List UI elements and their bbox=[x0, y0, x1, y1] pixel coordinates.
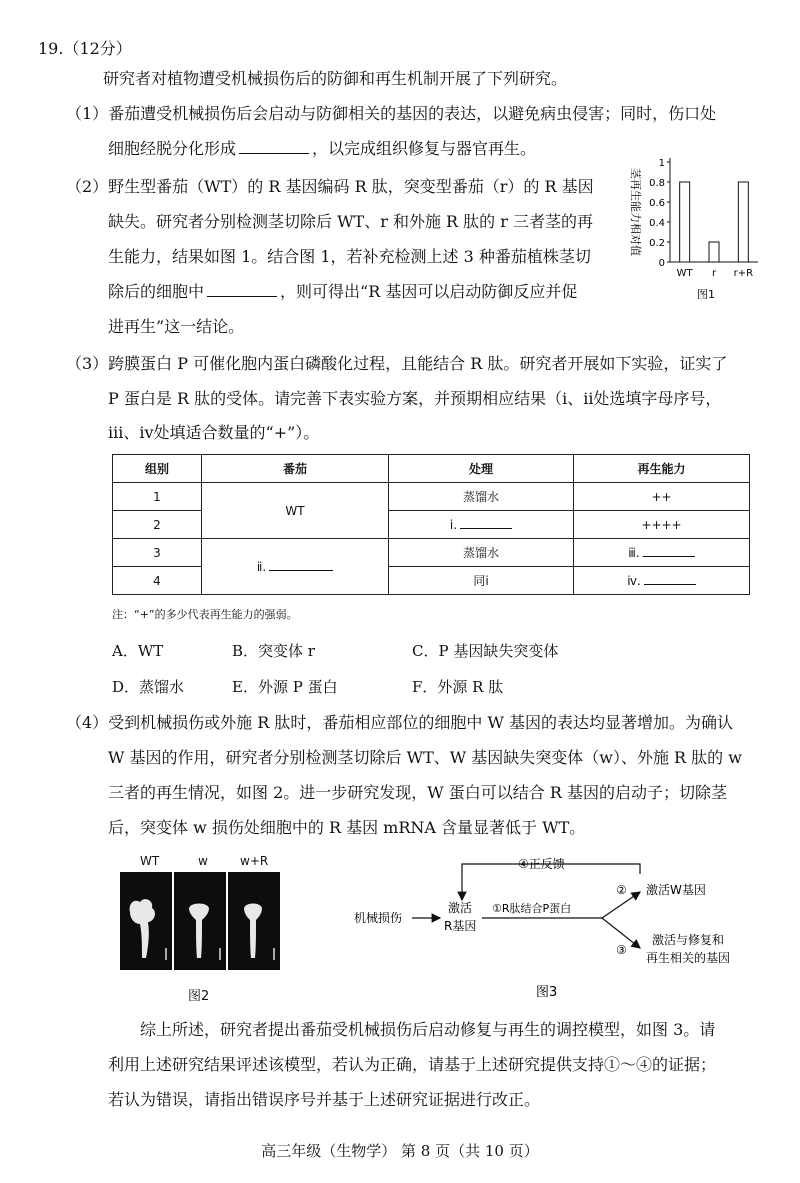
chart-title: 图1 bbox=[697, 288, 715, 301]
fig3-step2-num: ② bbox=[616, 883, 627, 897]
fig3-step3-1: 激活与修复和 bbox=[652, 933, 725, 947]
table-header: 再生能力 bbox=[574, 455, 750, 483]
fig3-start: 机械损伤 bbox=[354, 911, 403, 925]
figure-3-diagram bbox=[340, 850, 780, 1000]
part3-line1: （3）跨膜蛋白 P 可催化胞内蛋白磷酸化过程，且能结合 R 肽。研究者开展如下实验，证实了 bbox=[66, 354, 728, 373]
conclusion-line2: 利用上述研究结果评述该模型，若认为正确，请基于上述研究提供支持①～④的证据； bbox=[108, 1055, 717, 1074]
table-row bbox=[113, 483, 750, 511]
blank-label: ⅲ. bbox=[628, 546, 640, 560]
answer-blank-iv[interactable] bbox=[644, 573, 696, 585]
part2-line5: 进再生”这一结论。 bbox=[108, 317, 245, 336]
fig3-activate-r-2: R基因 bbox=[444, 919, 477, 933]
table-cell: 4 bbox=[113, 567, 202, 595]
stem-wr-icon bbox=[228, 872, 280, 970]
table-cell: 2 bbox=[113, 511, 202, 539]
part2-line1: （2）野生型番茄（WT）的 R 基因编码 R 肽，突变型番茄（r）的 R 基因 bbox=[66, 177, 594, 196]
table-cell-blank-iii[interactable] bbox=[574, 539, 750, 567]
y-tick-label: 0.2 bbox=[649, 238, 665, 249]
part1-text-a: 细胞经脱分化形成 bbox=[108, 139, 237, 158]
answer-blank-i[interactable] bbox=[460, 517, 512, 529]
table-cell: 3 bbox=[113, 539, 202, 567]
fig3-step1: ①R肽结合P蛋白 bbox=[492, 902, 572, 915]
y-tick-label: 0 bbox=[658, 258, 665, 269]
option-a: A．WT bbox=[112, 642, 164, 660]
part1-text-b: ，以完成组织修复与器官再生。 bbox=[312, 139, 537, 158]
y-tick-label: 0.8 bbox=[649, 178, 665, 189]
table-cell: ++++ bbox=[574, 511, 750, 539]
option-b: B．突变体 r bbox=[232, 642, 315, 660]
part4-line3: 三者的再生情况，如图 2。进一步研究发现，W 蛋白可以结合 R 基因的启动子；切除茎 bbox=[108, 783, 728, 802]
option-d: D．蒸馏水 bbox=[112, 678, 185, 696]
part4-line1: （4）受到机械损伤或外施 R 肽时，番茄相应部位的细胞中 W 基因的表达均显著增加。为确认 bbox=[66, 713, 734, 732]
blank-label: ⅳ. bbox=[627, 574, 641, 588]
table-note: 注：“+”的多少代表再生能力的强弱。 bbox=[112, 608, 298, 621]
part2-line3: 生能力，结果如图 1。结合图 1，若补充检测上述 3 种番茄植株茎切 bbox=[108, 247, 591, 266]
y-axis-label: 茎再生能力相对值 bbox=[629, 168, 642, 256]
table-header: 处理 bbox=[389, 455, 574, 483]
bar bbox=[709, 242, 719, 262]
fig3-step4-label: ④正反馈 bbox=[518, 857, 565, 871]
part3-line2: P 蛋白是 R 肽的受体。请完善下表实验方案，并预期相应结果（ⅰ、ⅱ处选填字母序号， bbox=[108, 389, 722, 408]
option-c: C．P 基因缺失突变体 bbox=[412, 642, 559, 660]
y-tick-label: 1 bbox=[658, 158, 665, 169]
page-footer: 高三年级（生物学） 第 8 页（共 10 页） bbox=[261, 1142, 539, 1160]
answer-blank-iii[interactable] bbox=[643, 545, 695, 557]
table-header: 番茄 bbox=[202, 455, 389, 483]
question-intro: 研究者对植物遭受机械损伤后的防御和再生机制开展了下列研究。 bbox=[103, 69, 568, 88]
table-cell-blank-ii[interactable] bbox=[202, 539, 389, 595]
fig2-photo-wr bbox=[228, 872, 280, 970]
part2-line2: 缺失。研究者分别检测茎切除后 WT、r 和外施 R 肽的 r 三者茎的再 bbox=[108, 212, 593, 231]
table-row bbox=[113, 539, 750, 567]
question-number: 19.（12分） bbox=[38, 39, 132, 58]
table-cell-tomato: WT bbox=[202, 483, 389, 539]
fig2-caption: 图2 bbox=[188, 989, 210, 1004]
conclusion-line3: 若认为错误，请指出错误序号并基于上述研究证据进行改正。 bbox=[108, 1090, 541, 1109]
table-cell-blank-i[interactable] bbox=[389, 511, 574, 539]
stem-wt-icon bbox=[120, 872, 172, 970]
fig2-label-wr: w+R bbox=[240, 854, 269, 868]
answer-blank-ii[interactable] bbox=[269, 559, 333, 571]
part2-text-b: ，则可得出“R 基因可以启动防御反应并促 bbox=[280, 282, 578, 301]
fig3-step2: 激活W基因 bbox=[646, 883, 706, 897]
fig2-photo-wt bbox=[120, 872, 172, 970]
fig2-label-w: w bbox=[198, 854, 208, 868]
part4-line4: 后，突变体 w 损伤处细胞中的 R 基因 mRNA 含量显著低于 WT。 bbox=[108, 818, 586, 837]
figure-1-chart bbox=[618, 150, 768, 340]
part2-line4 bbox=[108, 281, 577, 303]
part4-line2: W 基因的作用，研究者分别检测茎切除后 WT、W 基因缺失突变体（w）、外施 R 肽的 w bbox=[108, 748, 742, 767]
table-cell: 蒸馏水 bbox=[389, 483, 574, 511]
x-tick-label: WT bbox=[676, 268, 693, 279]
y-tick-label: 0.4 bbox=[649, 218, 665, 229]
part3-line3: ⅲ、ⅳ处填适合数量的“+”）。 bbox=[108, 423, 320, 442]
table-cell: 同ⅰ bbox=[389, 567, 574, 595]
conclusion-line1: 综上所述，研究者提出番茄受机械损伤后启动修复与再生的调控模型，如图 3。请 bbox=[140, 1020, 716, 1039]
x-tick-label: r bbox=[711, 268, 717, 279]
answer-blank-1[interactable] bbox=[239, 139, 309, 154]
experiment-table bbox=[112, 454, 750, 595]
option-f: F．外源 R 肽 bbox=[412, 678, 504, 696]
part1-line1: （1）番茄遭受机械损伤后会启动与防御相关的基因的表达，以避免病虫侵害；同时，伤口处 bbox=[66, 104, 717, 123]
fig2-label-wt: WT bbox=[140, 854, 160, 868]
fig3-step3-2: 再生相关的基因 bbox=[646, 951, 731, 965]
fig3-activate-r-1: 激活 bbox=[448, 901, 473, 915]
fig3-step3-num: ③ bbox=[616, 943, 627, 957]
blank-label: ⅱ. bbox=[256, 560, 267, 574]
x-tick-label: r+R bbox=[733, 268, 754, 279]
table-cell: 1 bbox=[113, 483, 202, 511]
blank-label: ⅰ. bbox=[449, 518, 458, 532]
table-cell: 蒸馏水 bbox=[389, 539, 574, 567]
option-e: E．外源 P 蛋白 bbox=[232, 678, 338, 696]
y-tick-label: 0.6 bbox=[649, 198, 665, 209]
bar bbox=[738, 182, 748, 262]
fig3-caption: 图3 bbox=[536, 985, 558, 1000]
stem-w-icon bbox=[174, 872, 226, 970]
bar bbox=[680, 182, 690, 262]
table-cell-blank-iv[interactable] bbox=[574, 567, 750, 595]
part2-text-a: 除后的细胞中 bbox=[108, 282, 205, 301]
part1-line2 bbox=[108, 138, 536, 160]
answer-blank-2[interactable] bbox=[207, 282, 277, 297]
fig2-photo-w bbox=[174, 872, 226, 970]
table-cell: ++ bbox=[574, 483, 750, 511]
table-header: 组别 bbox=[113, 455, 202, 483]
